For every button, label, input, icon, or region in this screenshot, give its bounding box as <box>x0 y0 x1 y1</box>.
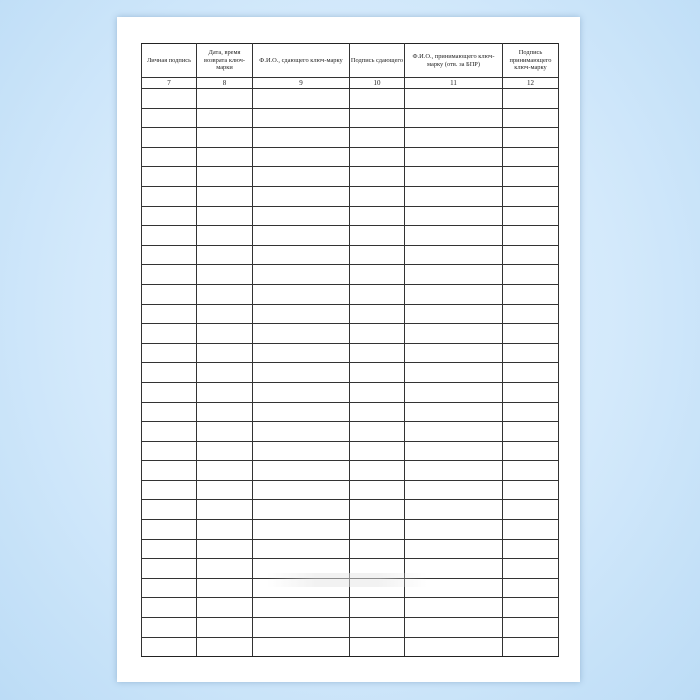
table-cell[interactable] <box>503 422 559 442</box>
table-cell[interactable] <box>197 382 253 402</box>
col-number: 8 <box>197 78 253 89</box>
table-cell[interactable] <box>142 598 197 618</box>
table-cell[interactable] <box>503 284 559 304</box>
watermark <box>267 573 427 587</box>
table-cell[interactable] <box>253 382 350 402</box>
table-cell[interactable] <box>405 539 503 559</box>
table-row <box>142 324 559 344</box>
table-cell[interactable] <box>405 245 503 265</box>
table-row <box>142 598 559 618</box>
table-cell[interactable] <box>405 128 503 148</box>
table-cell[interactable] <box>142 520 197 540</box>
col-header-receiver-signature: Подпись принимающего ключ-марку <box>503 44 559 78</box>
table-cell[interactable] <box>405 520 503 540</box>
table-cell[interactable] <box>142 441 197 461</box>
table-cell[interactable] <box>253 186 350 206</box>
table-cell[interactable] <box>142 245 197 265</box>
table-cell[interactable] <box>253 422 350 442</box>
table-cell[interactable] <box>253 89 350 109</box>
table-cell[interactable] <box>350 441 405 461</box>
col-number: 7 <box>142 78 197 89</box>
table-cell[interactable] <box>350 245 405 265</box>
table-cell[interactable] <box>142 186 197 206</box>
table-cell[interactable] <box>350 304 405 324</box>
table-cell[interactable] <box>142 559 197 579</box>
table-cell[interactable] <box>197 422 253 442</box>
table-row <box>142 167 559 187</box>
table-cell[interactable] <box>253 304 350 324</box>
table-cell[interactable] <box>405 637 503 657</box>
table-cell[interactable] <box>197 324 253 344</box>
table-cell[interactable] <box>405 265 503 285</box>
table-cell[interactable] <box>253 637 350 657</box>
table-cell[interactable] <box>197 343 253 363</box>
table-cell[interactable] <box>142 500 197 520</box>
table-cell[interactable] <box>503 206 559 226</box>
table-cell[interactable] <box>142 539 197 559</box>
table-row <box>142 186 559 206</box>
table-cell[interactable] <box>253 363 350 383</box>
table-cell[interactable] <box>142 226 197 246</box>
table-cell[interactable] <box>503 520 559 540</box>
table-cell[interactable] <box>350 422 405 442</box>
table-cell[interactable] <box>142 461 197 481</box>
table-cell[interactable] <box>503 324 559 344</box>
table-cell[interactable] <box>142 147 197 167</box>
table-cell[interactable] <box>503 559 559 579</box>
table-cell[interactable] <box>350 89 405 109</box>
table-cell[interactable] <box>405 402 503 422</box>
table-row <box>142 382 559 402</box>
table-cell[interactable] <box>503 89 559 109</box>
table-cell[interactable] <box>503 343 559 363</box>
key-log-table <box>141 43 559 657</box>
table-cell[interactable] <box>503 578 559 598</box>
col-number: 11 <box>405 78 503 89</box>
table-cell[interactable] <box>503 167 559 187</box>
table-cell[interactable] <box>405 343 503 363</box>
table-cell[interactable] <box>197 637 253 657</box>
table-cell[interactable] <box>197 206 253 226</box>
table-cell[interactable] <box>253 441 350 461</box>
table-cell[interactable] <box>142 265 197 285</box>
col-number: 10 <box>350 78 405 89</box>
table-cell[interactable] <box>350 520 405 540</box>
table-cell[interactable] <box>142 167 197 187</box>
table-cell[interactable] <box>253 618 350 638</box>
table-cell[interactable] <box>197 461 253 481</box>
table-cell[interactable] <box>350 284 405 304</box>
table-cell[interactable] <box>503 598 559 618</box>
header-row <box>142 44 559 78</box>
table-cell[interactable] <box>405 304 503 324</box>
table-cell[interactable] <box>350 402 405 422</box>
table-cell[interactable] <box>142 578 197 598</box>
table-cell[interactable] <box>350 108 405 128</box>
table-cell[interactable] <box>253 343 350 363</box>
col-header-submitter-signature: Подпись сдающего <box>350 44 405 78</box>
table-cell[interactable] <box>197 265 253 285</box>
table-cell[interactable] <box>503 382 559 402</box>
table-cell[interactable] <box>253 108 350 128</box>
table-cell[interactable] <box>405 108 503 128</box>
table-cell[interactable] <box>405 598 503 618</box>
table-row <box>142 539 559 559</box>
table-row <box>142 402 559 422</box>
table-cell[interactable] <box>350 363 405 383</box>
table-cell[interactable] <box>197 402 253 422</box>
table-cell[interactable] <box>142 382 197 402</box>
table-cell[interactable] <box>253 324 350 344</box>
table-cell[interactable] <box>253 598 350 618</box>
table-row <box>142 108 559 128</box>
table-cell[interactable] <box>405 461 503 481</box>
table-cell[interactable] <box>142 128 197 148</box>
table-row <box>142 520 559 540</box>
table-cell[interactable] <box>197 284 253 304</box>
table-cell[interactable] <box>197 89 253 109</box>
table-row <box>142 128 559 148</box>
column-number-row <box>142 78 559 89</box>
table-row <box>142 441 559 461</box>
table-cell[interactable] <box>253 226 350 246</box>
table-cell[interactable] <box>350 128 405 148</box>
table-cell[interactable] <box>350 265 405 285</box>
table-row <box>142 500 559 520</box>
table-cell[interactable] <box>503 265 559 285</box>
table-cell[interactable] <box>503 186 559 206</box>
table-cell[interactable] <box>253 461 350 481</box>
table-cell[interactable] <box>405 226 503 246</box>
table-cell[interactable] <box>350 382 405 402</box>
table-cell[interactable] <box>197 108 253 128</box>
table-cell[interactable] <box>253 128 350 148</box>
col-number: 9 <box>253 78 350 89</box>
table-cell[interactable] <box>197 186 253 206</box>
table-cell[interactable] <box>405 382 503 402</box>
table-row <box>142 637 559 657</box>
table-cell[interactable] <box>503 128 559 148</box>
col-header-receiver-name: Ф.И.О., принимающего ключ-марку (отв. за БПР) <box>405 44 503 78</box>
table-cell[interactable] <box>253 284 350 304</box>
table-row <box>142 265 559 285</box>
table-cell[interactable] <box>197 304 253 324</box>
table-cell[interactable] <box>503 245 559 265</box>
table-cell[interactable] <box>503 539 559 559</box>
table-cell[interactable] <box>350 618 405 638</box>
table-cell[interactable] <box>405 422 503 442</box>
table-cell[interactable] <box>405 324 503 344</box>
table-cell[interactable] <box>142 324 197 344</box>
table-cell[interactable] <box>503 147 559 167</box>
table-cell[interactable] <box>350 461 405 481</box>
table-row <box>142 480 559 500</box>
table-cell[interactable] <box>197 500 253 520</box>
table-cell[interactable] <box>253 480 350 500</box>
table-cell[interactable] <box>253 265 350 285</box>
table-cell[interactable] <box>503 461 559 481</box>
table-cell[interactable] <box>197 578 253 598</box>
col-header-personal-signature: Личная подпись <box>142 44 197 78</box>
col-header-submitter-name: Ф.И.О., сдающего ключ-марку <box>253 44 350 78</box>
journal-page <box>117 17 580 682</box>
table-row <box>142 343 559 363</box>
table-cell[interactable] <box>197 363 253 383</box>
table-cell[interactable] <box>405 284 503 304</box>
table-row <box>142 422 559 442</box>
table-cell[interactable] <box>503 226 559 246</box>
table-cell[interactable] <box>142 422 197 442</box>
table-cell[interactable] <box>197 128 253 148</box>
table-cell[interactable] <box>503 441 559 461</box>
table-cell[interactable] <box>253 402 350 422</box>
table-cell[interactable] <box>197 559 253 579</box>
table-cell[interactable] <box>405 186 503 206</box>
table-row <box>142 245 559 265</box>
table-body <box>142 89 559 657</box>
table-cell[interactable] <box>405 500 503 520</box>
table-row <box>142 461 559 481</box>
table-row <box>142 89 559 109</box>
table-cell[interactable] <box>350 539 405 559</box>
table-cell[interactable] <box>405 480 503 500</box>
table-cell[interactable] <box>350 226 405 246</box>
table-cell[interactable] <box>197 245 253 265</box>
table-cell[interactable] <box>503 618 559 638</box>
table-cell[interactable] <box>350 206 405 226</box>
table-cell[interactable] <box>142 402 197 422</box>
table-cell[interactable] <box>405 167 503 187</box>
table-cell[interactable] <box>253 147 350 167</box>
table-cell[interactable] <box>142 480 197 500</box>
col-header-return-datetime: Дата, время возврата ключ-марки <box>197 44 253 78</box>
col-number: 12 <box>503 78 559 89</box>
table-cell[interactable] <box>142 618 197 638</box>
table-cell[interactable] <box>405 363 503 383</box>
table-cell[interactable] <box>503 500 559 520</box>
table-cell[interactable] <box>350 147 405 167</box>
table-cell[interactable] <box>405 206 503 226</box>
table-cell[interactable] <box>142 343 197 363</box>
table-cell[interactable] <box>197 226 253 246</box>
table-cell[interactable] <box>197 539 253 559</box>
table-cell[interactable] <box>253 500 350 520</box>
table-cell[interactable] <box>350 598 405 618</box>
table-cell[interactable] <box>142 206 197 226</box>
table-cell[interactable] <box>142 637 197 657</box>
table-cell[interactable] <box>405 441 503 461</box>
table-cell[interactable] <box>197 618 253 638</box>
table-cell[interactable] <box>253 206 350 226</box>
table-cell[interactable] <box>142 108 197 128</box>
table-row <box>142 147 559 167</box>
table-cell[interactable] <box>197 480 253 500</box>
table-cell[interactable] <box>503 480 559 500</box>
table-cell[interactable] <box>350 167 405 187</box>
table-cell[interactable] <box>350 500 405 520</box>
table-cell[interactable] <box>350 480 405 500</box>
table-cell[interactable] <box>503 402 559 422</box>
table-cell[interactable] <box>142 304 197 324</box>
table-row <box>142 206 559 226</box>
table-cell[interactable] <box>350 324 405 344</box>
table-cell[interactable] <box>253 167 350 187</box>
table-cell[interactable] <box>405 147 503 167</box>
table-row <box>142 363 559 383</box>
table-row <box>142 284 559 304</box>
table-cell[interactable] <box>253 520 350 540</box>
table-cell[interactable] <box>142 89 197 109</box>
table-cell[interactable] <box>503 637 559 657</box>
table-cell[interactable] <box>253 539 350 559</box>
table-cell[interactable] <box>197 520 253 540</box>
table-cell[interactable] <box>405 618 503 638</box>
table-row <box>142 226 559 246</box>
table-cell[interactable] <box>197 598 253 618</box>
table-cell[interactable] <box>197 441 253 461</box>
table-cell[interactable] <box>253 245 350 265</box>
table-cell[interactable] <box>197 147 253 167</box>
table-cell[interactable] <box>405 89 503 109</box>
table-cell[interactable] <box>503 304 559 324</box>
table-cell[interactable] <box>503 108 559 128</box>
table-row <box>142 304 559 324</box>
table-cell[interactable] <box>142 363 197 383</box>
table-cell[interactable] <box>350 343 405 363</box>
table-cell[interactable] <box>142 284 197 304</box>
table-cell[interactable] <box>350 186 405 206</box>
table-row <box>142 618 559 638</box>
table-cell[interactable] <box>197 167 253 187</box>
table-cell[interactable] <box>350 637 405 657</box>
table-cell[interactable] <box>503 363 559 383</box>
